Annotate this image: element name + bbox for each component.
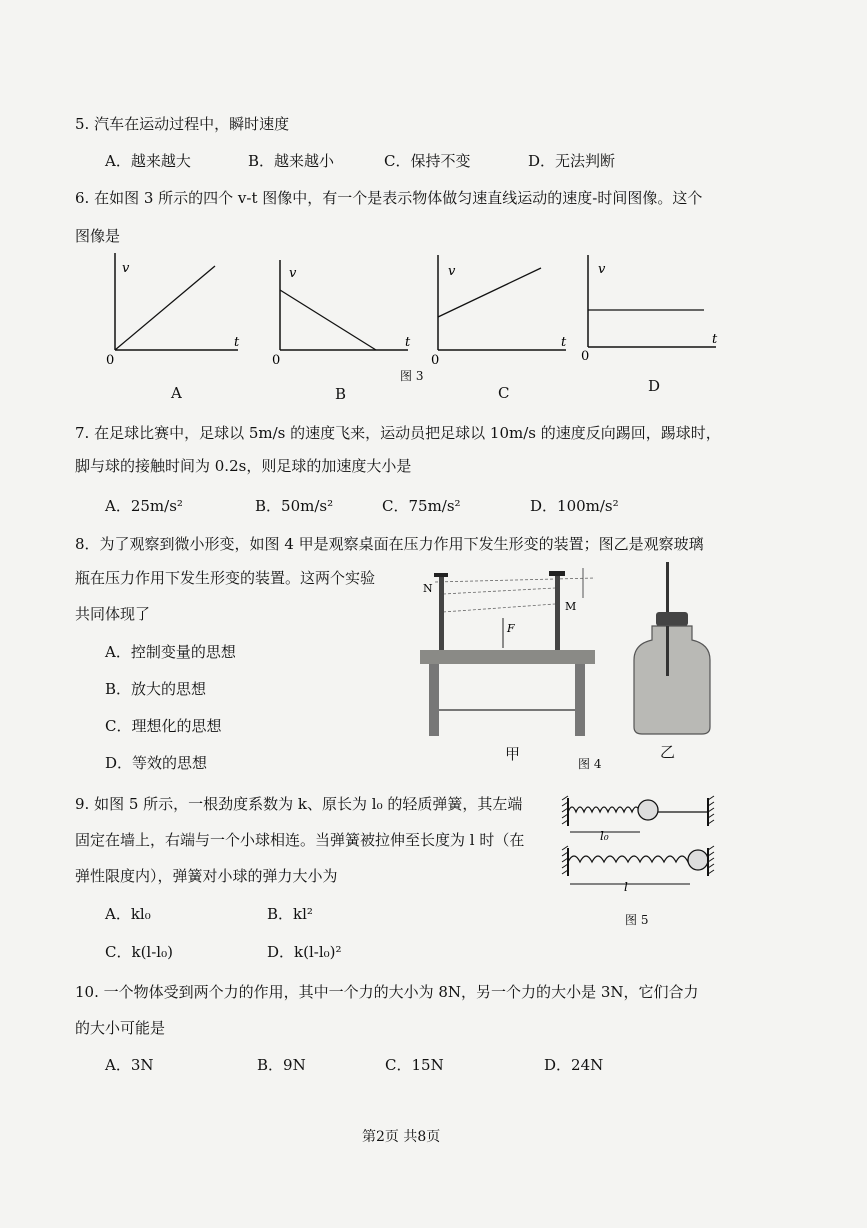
q8-option-a: A．控制变量的思想	[105, 643, 236, 661]
page-footer: 第2页 共8页	[362, 1129, 441, 1145]
graph-a-origin: 0	[106, 353, 115, 368]
q9-option-b: B．kl²	[267, 905, 313, 923]
q5-option-c: C．保持不变	[384, 152, 471, 170]
figure-4-bottle-apparatus	[630, 562, 715, 742]
graph-c-axis-v: v	[448, 264, 456, 279]
graph-b-label: B	[335, 385, 347, 403]
q7-option-c: C．75m/s²	[382, 497, 461, 515]
graph-c-origin: 0	[431, 353, 440, 368]
q9-stem-line3: 弹性限度内），弹簧对小球的弹力大小为	[75, 867, 338, 885]
graph-c-label: C	[498, 384, 510, 402]
q10-option-b: B．9N	[257, 1056, 306, 1074]
graph-c-axis-t: t	[561, 335, 567, 350]
q9-stem-line1: 9. 如图 5 所示，一根劲度系数为 k、原长为 l₀ 的轻质弹簧，其左端	[75, 795, 523, 813]
figure-4-table-apparatus	[415, 568, 600, 738]
graph-d-origin: 0	[581, 349, 590, 364]
q5-option-d: D．无法判断	[528, 152, 616, 170]
vt-graph-d	[578, 250, 728, 365]
graph-b-axis-t: t	[405, 335, 411, 350]
figure-5-springs	[560, 790, 720, 895]
q7-option-b: B．50m/s²	[255, 497, 334, 515]
q6-stem-line1: 6. 在如图 3 所示的四个 v-t 图像中，有一个是表示物体做匀速直线运动的速度-时间图像。这个	[75, 189, 703, 207]
q10-stem-line2: 的大小可能是	[75, 1019, 166, 1037]
figure-4-label-yi: 乙	[660, 743, 676, 761]
figure-3-caption: 图 3	[400, 369, 424, 383]
vt-graph-c	[428, 250, 578, 370]
graph-d-axis-t: t	[712, 332, 718, 347]
q5-option-b: B．越来越小	[248, 152, 335, 170]
q10-option-c: C．15N	[385, 1056, 444, 1074]
figure-4-label-jia: 甲	[505, 745, 521, 763]
graph-d-label: D	[648, 377, 661, 395]
q7-stem-line2: 脚与球的接触时间为 0.2s，则足球的加速度大小是	[75, 457, 412, 475]
q5-stem: 5. 汽车在运动过程中，瞬时速度	[75, 115, 290, 133]
q8-stem-line1: 8．为了观察到微小形变，如图 4 甲是观察桌面在压力作用下发生形变的装置；图乙是观察玻璃	[75, 535, 704, 553]
q7-option-a: A．25m/s²	[105, 497, 183, 515]
q9-stem-line2: 固定在墙上，右端与一个小球相连。当弹簧被拉伸至长度为 l 时（在	[75, 831, 525, 849]
fig4-label-f: F	[507, 622, 515, 635]
graph-a-axis-v: v	[122, 261, 130, 276]
q8-stem-line2: 瓶在压力作用下发生形变的装置。这两个实验	[75, 569, 376, 587]
vt-graph-a	[100, 248, 250, 368]
q9-option-c: C．k(l-l₀)	[105, 943, 173, 961]
q6-stem-line2: 图像是	[75, 227, 121, 245]
q8-option-c: C．理想化的思想	[105, 717, 222, 735]
fig4-label-n: N	[423, 582, 433, 595]
figure-4-caption: 图 4	[578, 757, 602, 771]
graph-d-axis-v: v	[598, 262, 606, 277]
figure-5-caption: 图 5	[625, 913, 649, 927]
q7-option-d: D．100m/s²	[530, 497, 619, 515]
graph-b-axis-v: v	[289, 266, 297, 281]
vt-graph-b	[268, 255, 418, 370]
fig5-label-l0: l₀	[600, 829, 609, 843]
graph-a-axis-t: t	[234, 335, 240, 350]
q8-stem-line3: 共同体现了	[75, 605, 151, 623]
q10-option-d: D．24N	[544, 1056, 604, 1074]
q10-option-a: A．3N	[105, 1056, 154, 1074]
q9-option-a: A．kl₀	[105, 905, 151, 923]
q5-option-a: A．越来越大	[105, 152, 191, 170]
q10-stem-line1: 10. 一个物体受到两个力的作用，其中一个力的大小为 8N，另一个力的大小是 3N，它们合力	[75, 983, 699, 1001]
graph-b-origin: 0	[272, 353, 281, 368]
fig5-label-l: l	[624, 880, 628, 894]
graph-a-label: A	[171, 384, 182, 402]
q9-option-d: D．k(l-l₀)²	[267, 943, 342, 961]
q8-option-d: D．等效的思想	[105, 754, 208, 772]
q8-option-b: B．放大的思想	[105, 680, 207, 698]
fig4-label-m: M	[565, 600, 577, 613]
q7-stem-line1: 7. 在足球比赛中，足球以 5m/s 的速度飞来，运动员把足球以 10m/s 的速度反向踢回，踢球时，	[75, 424, 721, 442]
